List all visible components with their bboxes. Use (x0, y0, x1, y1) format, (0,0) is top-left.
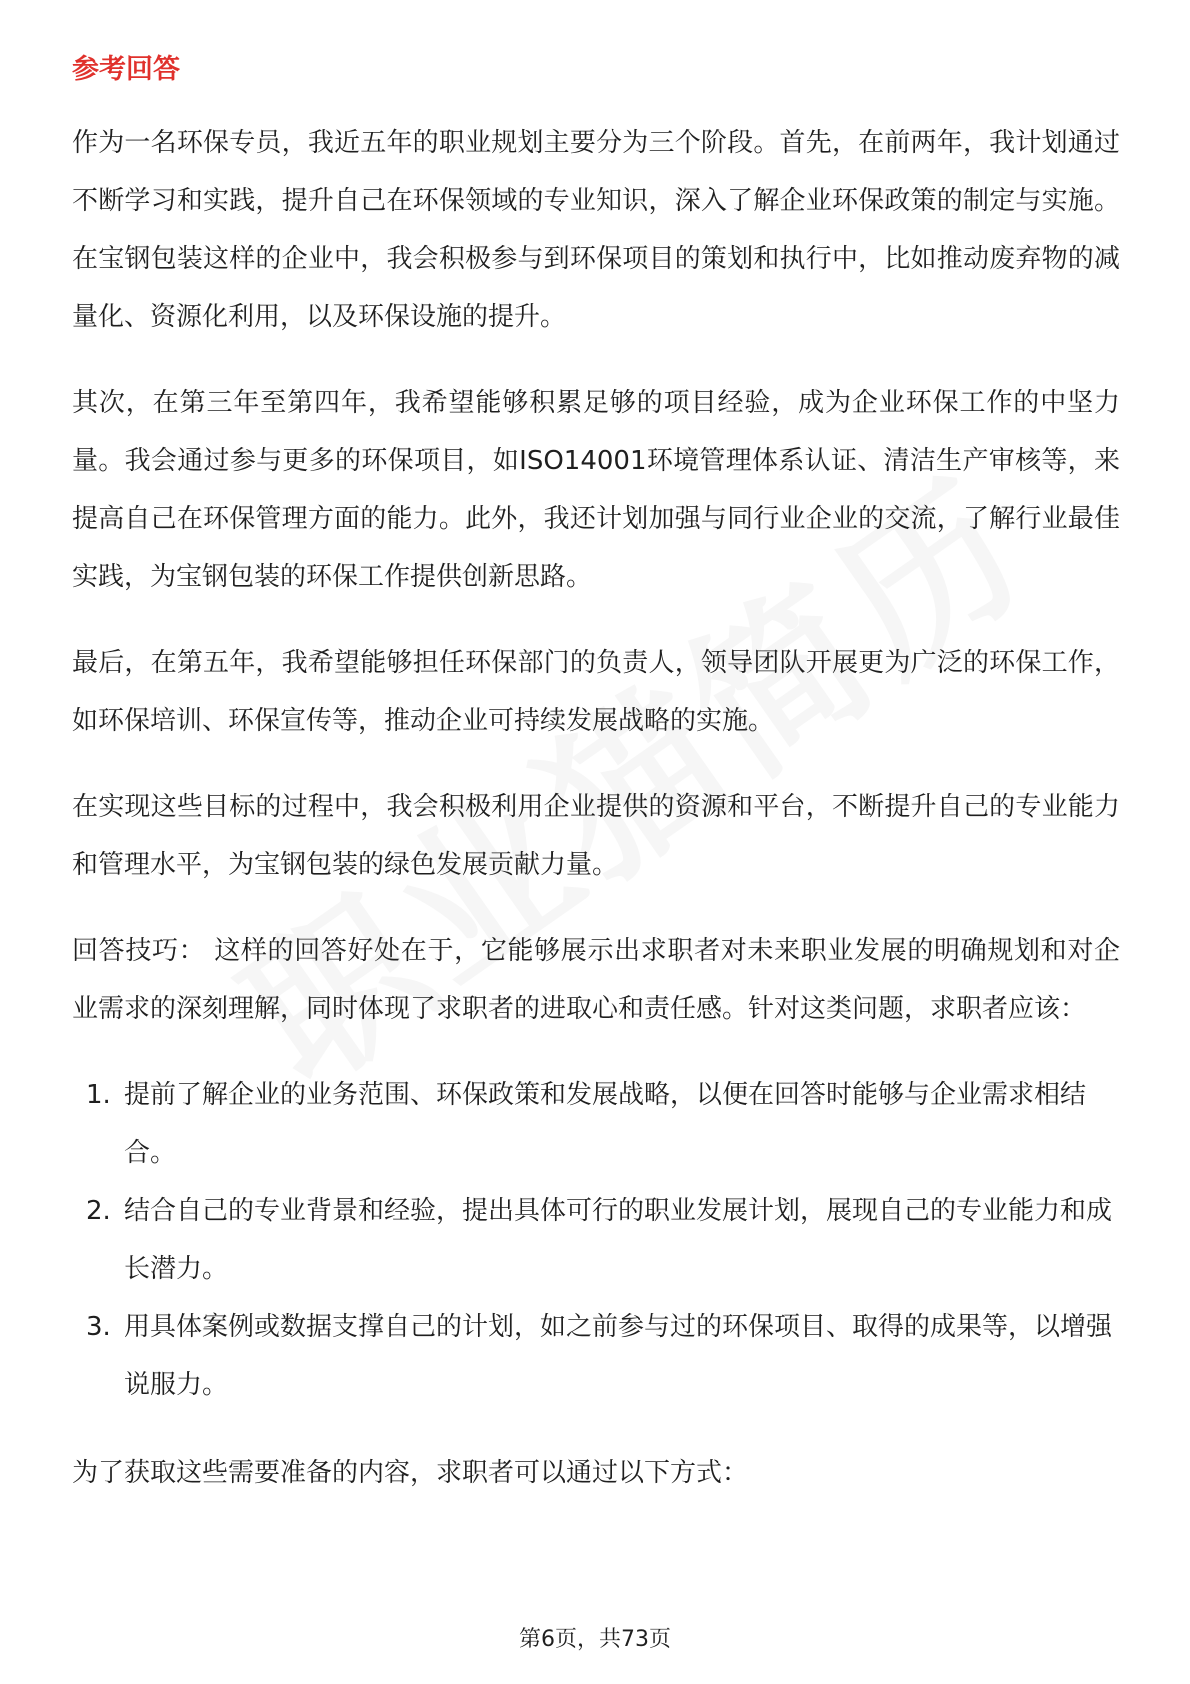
section-heading: 参考回答 (72, 54, 180, 85)
closing-paragraph: 为了获取这些需要准备的内容，求职者可以通过以下方式： (72, 1458, 749, 1488)
list-item-number: 3. (86, 1312, 111, 1342)
list-item (72, 1182, 1120, 1298)
page-number-footer: 第6页，共73页 (519, 1627, 671, 1652)
paragraph-3: 最后，在第五年，我希望能够担任环保部门的负责人，领导团队开展更为广泛的环保工作，如环保培训、环保宣传等，推动企业可持续发展战略的实施。 (72, 648, 1120, 736)
answer-tips-paragraph: 回答技巧： 这样的回答好处在于，它能够展示出求职者对未来职业发展的明确规划和对企业需求的深刻理解，同时体现了求职者的进取心和责任感。针对这类问题，求职者应该： (72, 936, 1120, 1024)
paragraph-4: 在实现这些目标的过程中，我会积极利用企业提供的资源和平台，不断提升自己的专业能力和管理水平，为宝钢包装的绿色发展贡献力量。 (72, 792, 1120, 880)
tips-list (72, 1066, 1120, 1414)
list-item (72, 1066, 1120, 1182)
document-content (72, 50, 1120, 1530)
list-item-text: 结合自己的专业背景和经验，提出具体可行的职业发展计划，展现自己的专业能力和成长潜力。 (124, 1196, 1113, 1284)
list-item-text: 提前了解企业的业务范围、环保政策和发展战略，以便在回答时能够与企业需求相结合。 (124, 1080, 1087, 1168)
list-item-number: 2. (86, 1196, 111, 1226)
list-item-number: 1. (86, 1080, 111, 1110)
list-item-text: 用具体案例或数据支撑自己的计划，如之前参与过的环保项目、取得的成果等，以增强说服力。 (124, 1312, 1113, 1400)
list-item (72, 1298, 1120, 1414)
paragraph-1: 作为一名环保专员，我近五年的职业规划主要分为三个阶段。首先，在前两年，我计划通过不断学习和实践，提升自己在环保领域的专业知识，深入了解企业环保政策的制定与实施。在宝钢包装这样的企业中，我会积极参与到环保项目的策划和执行中，比如推动废弃物的减量化、资源化利用，以及环保设施的提升。 (72, 128, 1120, 332)
paragraph-2: 其次，在第三年至第四年，我希望能够积累足够的项目经验，成为企业环保工作的中坚力量。我会通过参与更多的环保项目，如ISO14001环境管理体系认证、清洁生产审核等，来提高自己在环保管理方面的能力。此外，我还计划加强与同行业企业的交流，了解行业最佳实践，为宝钢包装的环保工作提供创新思路。 (72, 388, 1120, 592)
